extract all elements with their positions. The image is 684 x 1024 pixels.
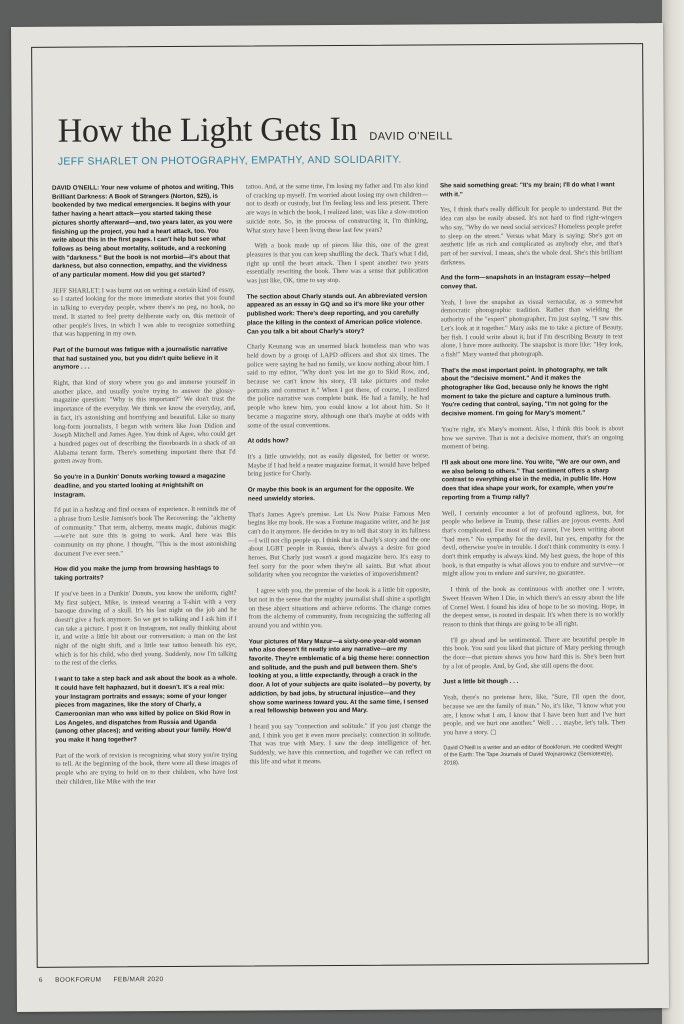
interview-answer: If you've been in a Dunkin' Donuts, you know the uniform, right? My first subject, Mike, is instead wearing a T-shirt with a very baroque drawing of a skull. It's his last night on the job and he doesn't give a fuck anymore. So we get to talking and I ask him if I can take a picture. I post it on Instagram, not really thinking about it, and write a little bit about our conversation: a man on the last night of the night shift, and a little tear tattoo beneath his eye, which is for his child, who died young. Suddenly, now I'm talking to the rest of the clerks. — [54, 589, 237, 668]
issue-date: FEB/MAR 2020 — [113, 976, 164, 984]
interview-answer: I heard you say "connection and solitude." If you just change the and, I think you get it even more precisely: connection in solitude. That was true with Mary. I saw the deep intelligence of her. Suddenly, we have this connection, and together we can reflect on this life and what it means. — [249, 722, 432, 766]
interview-answer: You're right, it's Mary's moment. Also, I think this book is about how we survive. That is not a decisive moment, that's an ongoing moment of being. — [441, 425, 624, 451]
interview-question: How did you make the jump from browsing hashtags to taking portraits? — [54, 565, 219, 582]
page-number: 6 — [38, 976, 43, 984]
interview-answer: I think of the book as continuous with another one I wrote, Sweet Heaven When I Die, in which there's an essay about the life of Cornel West. I found his idea of hope to be so moving. Hope, in the deepest sense, is rooted in despair. It's when there is no worldly reason to think that things are going to be all right. — [442, 585, 625, 629]
interview-answer: Yes, I think that's really difficult for people to understand. But the idea can also be easily abused. It's not hard to find right-wingers who say, "Why do we need social services? Homeless people prefer to sleep on the street." Versus what Mary is saying: She's got an aesthetic life as rich and complicated as anybody else, and that's part of her survival. I mean, she's the whole deal. She's this brilliant darkness. — [440, 205, 623, 267]
interview-question: Or maybe this book is an argument for the opposite. We need unwieldy stories. — [247, 485, 415, 503]
interview-answer: I'll go ahead and be sentimental. There are beautiful people in this book. You said you liked that picture of Mary peeking through the door—that picture shows you how hard this is. She's been hurt by a lot of people. And, by God, she still opens the door. — [442, 635, 625, 671]
interview-question: DAVID O'NEILL: Your new volume of photos and writing, This Brilliant Darkness: A Book of Strangers (Norton, $25), is bookended by two medical emergencies. It begins with your father having a heart attack—you started taking these pictures shortly afterward—and, two years later, as you were finishing up the project, you had a heart attack, too. You write about this in the first pages. I can't help but see what follows as being about mortality, solitude, and a reckoning with "darkness." But the book is not morbid—it's about that darkness, but also connection, empathy, and the vividness of any particular moment. How did you get started? — [51, 183, 234, 279]
interview-answer: I agree with you, the premise of the book is a little bit opposite, but not in the sense that the mighty journalist shall shine a spotlight on these abject situations and achieve reforms. The change comes from the alchemy of community, from recognizing the suffering all around you and within you. — [248, 586, 431, 630]
interview-question: The section about Charly stands out. An abbreviated version appeared as an essay in GQ and so it's more like your other published work: There's deep reporting, and you carefully place the killing in the context of American police violence. Can you talk a bit about Charly's story? — [246, 292, 428, 336]
interview-answer: tattoo. And, at the same time, I'm losing my father and I'm also kind of cracking up myself. I'm worried about losing my own children—not to death or custody, but I'm feeling less and less present. There are ways in which the book, I realized later, was like a slow-motion suicide note. So, in the process of constructing it, I'm thinking, What story have I been living these last few years? — [245, 182, 429, 235]
byline: DAVID O'NEILL — [369, 130, 453, 143]
interview-answer: Well, I certainly encounter a lot of profound ugliness, but, for people who believe in Trump, these rallies are joyous events. And that's complicated. For most of my career, I've been writing about "bad men." No sympathy for the devil, but yes, empathy for the devil, otherwise you're in trouble. I don't think community is easy. I don't think empathy is always kind. My best guess, the hope of this book, is that empathy is what allows you to endure and survive—or might allow you to endure and survive, no guarantee. — [441, 508, 625, 578]
interview-question: She said something great: "It's my brain; I'll do what I want with it." — [439, 181, 615, 199]
interview-question: I want to take a step back and ask about the book as a whole. It could have felt haphazard, but it doesn't. It's a real mix: your Instagram portraits and essays; some of your longer pieces from magazines, like the story of Charly, a Cameroonian man who was killed by police on Skid Row in Los Angeles, and dispatches from Russia and Uganda (among other places); and writing about your family. How'd you make it hang together? — [54, 674, 238, 744]
interview-question: At odds how? — [247, 437, 289, 445]
headline-row — [58, 110, 453, 150]
interview-answer: Yeah, I love the snapshot as visual vernacular, as a somewhat democratic photographic tradition. Rather than wielding the authority of the "expert" photographer, I'm just saying, "I saw this. Let's look at it together." Mary asks me to take a picture of Beauty, her fish. I could write about it, but if I'm describing Beauty in text alone, I have more authority. The snapshot is more like: "Hey look, a fish!" Mary wanted that photograph. — [440, 298, 623, 359]
interview-answer: With a book made up of pieces like this, one of the great pleasures is that you can keep shuffling the deck. That's what I did, right up until the heart attack. Then I spent another two years essentially rewriting the book. There was a sense that publication was just like, OK, time to say stop. — [246, 241, 429, 285]
interview-question: I'll ask about one more line. You write, "We are our own, and we also belong to others." That sentiment offers a sharp contrast to everything else in the media, in public life. How does that idea shape your work, for example, when you're reporting from a Trump rally? — [441, 458, 621, 502]
interview-answer: Yeah, there's no pretense here, like, "Sure, I'll open the door, because we are the family of man." No, it's like, "I know what you are, I know what I am, I know that I have been hurt and I've hurt people, and we hurt one another." Well . . . maybe, let's talk. Then you have a story. ▢ — [443, 693, 626, 737]
page-footer — [39, 976, 174, 984]
interview-question: That's the most important point. In photography, we talk about the "decisive moment." And it makes the photographer like God, because only he knows the right moment to take the picture and capture a luminous truth. You're ceding that control, saying, "I'm not going for the decisive moment. I'm going for Mary's moment." — [441, 366, 611, 418]
interview-answer: Part of the work of revision is recognizing what story you're trying to tell. At the beginning of the book, there were all these images of people who are trying to hold on to their children, who have lost their children, like Mike with the tear — [55, 751, 238, 786]
author-bio: David O'Neill is a writer and an editor of Bookforum. He coedited Weight of the Earth: The Tape Journals of David Wojnarowicz (Semiotext(e), 2018). — [443, 743, 622, 767]
dek: JEFF SHARLET ON PHOTOGRAPHY, EMPATHY, AND SOLIDARITY. — [57, 154, 402, 168]
column-2 — [246, 182, 433, 943]
column-3 — [440, 181, 627, 942]
interview-question: Part of the burnout was fatigue with a journalistic narrative that had sustained you, but you didn't quite believe in it anymore . . . — [52, 345, 228, 372]
magazine-page — [11, 23, 669, 1012]
interview-answer: I'd put in a hashtag and find oceans of experience. It reminds me of a phrase from Leslie Jamison's book The Recovering: the "alchemy of community." That term, alchemy, means magic, dubious magic—we're not sure this is going to work. And here was this community on my phone. I thought, "This is the most astonishing document I've ever seen." — [53, 505, 237, 558]
interview-question: Your pictures of Mary Mazur—a sixty-one-year-old woman who also doesn't fit neatly into any narrative—are my favorite. They're emblematic of a big theme here: connection and solitude, and the push and pull between them. She's looking at you, a little expectantly, through a crack in the door. A lot of your subjects are quite isolated—by poverty, by addiction, by bad jobs, by structural injustice—and they show some wariness toward you. At the same time, I sensed a real fellowship between you and Mary. — [248, 637, 431, 715]
interview-question: So you're in a Dunkin' Donuts working toward a magazine deadline, and you started looking at #nightshift on Instagram. — [53, 472, 226, 499]
interview-question: Just a little bit though . . . — [442, 678, 519, 686]
interview-answer: Right, that kind of story where you go and immerse yourself in another place, and usually you're trying to answer the glossy-magazine question: "Why is this important?" We don't trust the importance of the everyday. We think we know the everyday, and, in fact, it's astonishing and horrifying and beautiful. Like so many long-form journalists, I began with writers like Joan Didion and Joseph Mitchell and James Agee. You think of Agee, who could get a hundred pages out of describing the floorboards in a shack of an Alabama tenant farm. There's something important there that I'd gotten away from. — [53, 378, 236, 466]
column-1 — [52, 184, 239, 945]
publication-name: BOOKFORUM — [55, 976, 102, 984]
interview-answer: Charly Keunang was an unarmed black homeless man who was held down by a group of LAPD officers and shot six times. The police were saying he had no family, we know nothing about him. I said to my editor, "Why don't you let me go to Skid Row, and, because we can't know his story, I'll take pictures and make portraits and construct it." When I got there, of course, I realized the police narrative was complete bunk. He had a family, he had people who knew him, you could know a lot about him. So it became a magazine story, although one that's maybe at odds with some of the usual conventions. — [246, 342, 430, 430]
interview-answer: It's a little unwieldy, not as easily digested, for better or worse. Maybe if I had held a neater magazine format, it would have helped bring justice for Charly. — [247, 452, 430, 478]
interview-answer: That's James Agee's premise. Let Us Now Praise Famous Men begins like my book. He was a Fortune magazine writer, and he just can't do it anymore. He decides to try to tell that story in its fullness—I will not clip people up. I think that in Charly's story and the one about LGBT people in Russia, there's always a desire for good heroes. But Charly just wasn't a good magazine hero. It's easy to feel sorry for the poor when they're all saints. But what about solidarity when you recognize the varieties of impoverishment? — [247, 509, 431, 579]
interview-question: And the form—snapshots in an Instagram essay—helped convey that. — [440, 273, 611, 291]
interview-answer: JEFF SHARLET: I was burnt out on writing a certain kind of essay, so I started looking for the more immediate stories that you found in talking to everyday people, where there's no peg, no hook, no trend. It started to feel pretty deliberate early on, this memoir of other people's lives, in which I was able to recognize something that was happening in my own. — [52, 286, 235, 339]
headline: How the Light Gets In — [57, 110, 358, 150]
